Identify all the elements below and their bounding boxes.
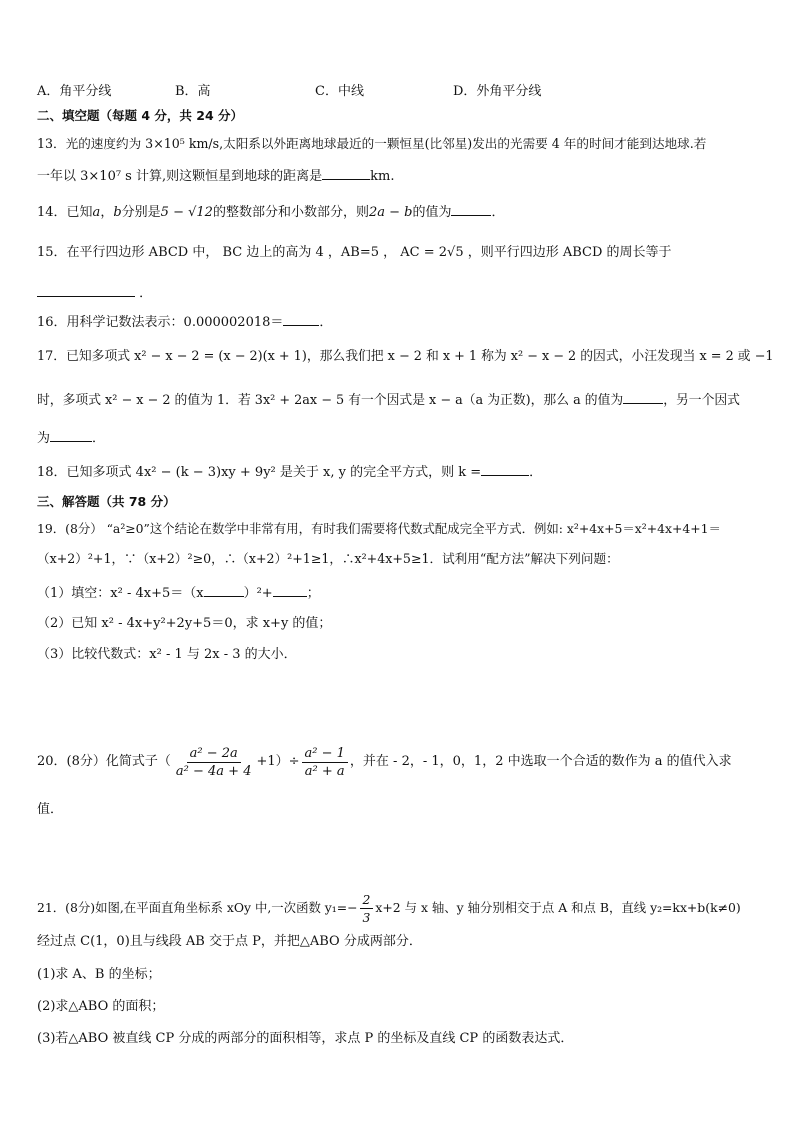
q19-p1-end: ； bbox=[306, 586, 320, 601]
q18-text: 18．已知多项式 4x² − (k − 3)xy + 9y² 是关于 x, y 的完全平方式，则 k = bbox=[37, 465, 482, 480]
q14-text3: 的整数部分和小数部分，则 bbox=[212, 205, 369, 220]
q14-expression2: 2a − b bbox=[368, 205, 413, 220]
q17-line2 bbox=[37, 389, 757, 411]
q18-line bbox=[37, 461, 757, 483]
q13-line2 bbox=[37, 165, 757, 187]
q19-line1: 19．(8分） “a²≥0”这个结论在数学中非常有用，有时我们需要将代数式配成完全平方式．例如: x²+4x+5＝x²+4x+4+1＝ bbox=[37, 521, 721, 536]
q21-prefix: 21．(8分)如图,在平面直角坐标系 xOy 中,一次函数 y₁=− bbox=[37, 900, 358, 915]
q21-part1: (1)求 A、B 的坐标； bbox=[37, 967, 161, 982]
q13-blank[interactable] bbox=[322, 165, 370, 180]
q20-fraction2 bbox=[302, 746, 348, 779]
q15-line2 bbox=[37, 282, 757, 304]
q21-line2: 经过点 C(1，0)且与线段 AB 交于点 P，并把△ABO 分成两部分． bbox=[37, 934, 422, 949]
q16-end: ． bbox=[319, 315, 333, 330]
q16-line bbox=[37, 311, 757, 333]
q21-part3: (3)若△ABO 被直线 CP 分成的两部分的面积相等，求点 P 的坐标及直线 CP 的函数表达式． bbox=[37, 1031, 574, 1046]
q20-suffix: ，并在 - 2，- 1，0，1，2 中选取一个合适的数作为 a 的值代入求 bbox=[349, 754, 732, 769]
q15-end: ． bbox=[139, 286, 153, 301]
q17-blank-factor[interactable] bbox=[50, 427, 92, 442]
q19-p1-text: （1）填空：x² - 4x+5＝（x bbox=[37, 586, 204, 601]
q21-fraction bbox=[360, 892, 374, 925]
q21-line1 bbox=[37, 888, 757, 928]
q15-blank[interactable] bbox=[37, 282, 135, 297]
q20-frac2-denominator: a² + a bbox=[304, 763, 345, 779]
q20-line1 bbox=[37, 740, 757, 784]
q19-blank-b[interactable] bbox=[273, 582, 307, 597]
q20-prefix: 20．(8分）化简式子（ bbox=[37, 754, 171, 769]
q19-part1 bbox=[37, 582, 757, 604]
q21-frac-denominator: 3 bbox=[362, 909, 371, 925]
q21-part2: (2)求△ABO 的面积； bbox=[37, 999, 165, 1014]
q15-line1: 15．在平行四边形 ABCD 中， BC 边上的高为 4 ，AB=5 ， AC = 2√5 ，则平行四边形 ABCD 的周长等于 bbox=[37, 245, 672, 260]
option-d: D．外角平分线 bbox=[453, 84, 542, 99]
q14-end: ． bbox=[491, 205, 505, 220]
q21-frac-numerator: 2 bbox=[360, 892, 374, 909]
q19-blank-a[interactable] bbox=[204, 582, 244, 597]
q19-part3: （3）比较代数式：x² - 1 与 2x - 3 的大小． bbox=[37, 647, 297, 662]
q13-unit: km. bbox=[370, 169, 395, 184]
q14-sep: ， bbox=[100, 205, 114, 220]
q14-expression: 5 − √12 bbox=[160, 205, 213, 220]
option-c: C．中线 bbox=[315, 84, 364, 99]
q20-frac2-numerator: a² − 1 bbox=[302, 746, 348, 763]
q17-end: ． bbox=[92, 431, 106, 446]
q17-text3: 为 bbox=[37, 431, 51, 446]
section-fill-heading: 二、填空题（每题 4 分，共 24 分） bbox=[37, 108, 244, 123]
q17-line3 bbox=[37, 427, 757, 449]
q16-blank[interactable] bbox=[283, 311, 319, 326]
q21-suffix: x+2 与 x 轴、y 轴分别相交于点 A 和点 B，直线 y₂=kx+b(k≠0) bbox=[375, 900, 741, 915]
q20-frac1-denominator: a² − 4a + 4 bbox=[175, 763, 252, 779]
q14-prefix: 14．已知 bbox=[37, 205, 93, 220]
q17-text2: 时，多项式 x² − x − 2 的值为 1．若 3x² + 2ax − 5 有一个因式是 x − a（a 为正数)，那么 a 的值为 bbox=[37, 393, 624, 408]
q20-line2: 值． bbox=[37, 802, 64, 817]
q13-line1: 13．光的速度约为 3×10⁵ km/s,太阳系以外距离地球最近的一颗恒星(比邻星)发出的光需要 4 年的时间才能到达地球.若 bbox=[37, 136, 707, 151]
q19-part2: （2）已知 x² - 4x+y²+2y+5＝0，求 x+y 的值； bbox=[37, 616, 332, 631]
q14-var-b: b bbox=[113, 205, 122, 220]
q14-var-a: a bbox=[92, 205, 101, 220]
q20-plus: +1）÷ bbox=[256, 754, 300, 769]
q16-text: 16．用科学记数法表示：0.000002018＝ bbox=[37, 315, 284, 330]
q14-line bbox=[37, 201, 757, 223]
q20-fraction1 bbox=[173, 746, 255, 779]
q17-line1: 17．已知多项式 x² − x − 2 = (x − 2)(x + 1)，那么我们把 x − 2 和 x + 1 称为 x² − x − 2 的因式，小汪发现当 x = 2 或 −1 bbox=[37, 349, 774, 364]
q14-blank[interactable] bbox=[451, 201, 491, 216]
option-a: A．角平分线 bbox=[37, 84, 112, 99]
q19-p1-mid: ）²+ bbox=[243, 586, 273, 601]
section-solve-heading: 三、解答题（共 78 分） bbox=[37, 494, 176, 509]
q18-blank[interactable] bbox=[481, 461, 529, 476]
q17-text2b: ，另一个因式 bbox=[663, 393, 740, 408]
option-b: B．高 bbox=[175, 84, 211, 99]
q14-text4: 的值为 bbox=[412, 205, 452, 220]
q14-text2: 分别是 bbox=[121, 205, 161, 220]
q13-text: 一年以 3×10⁷ s 计算,则这颗恒星到地球的距离是 bbox=[37, 169, 323, 184]
q19-line2: （x+2）²+1，∵（x+2）²≥0，∴（x+2）²+1≥1，∴x²+4x+5≥1．试利用“配方法”解决下列问题： bbox=[37, 551, 619, 566]
q18-end: ． bbox=[529, 465, 543, 480]
q17-blank-a[interactable] bbox=[623, 389, 663, 404]
q20-frac1-numerator: a² − 2a bbox=[187, 746, 241, 763]
